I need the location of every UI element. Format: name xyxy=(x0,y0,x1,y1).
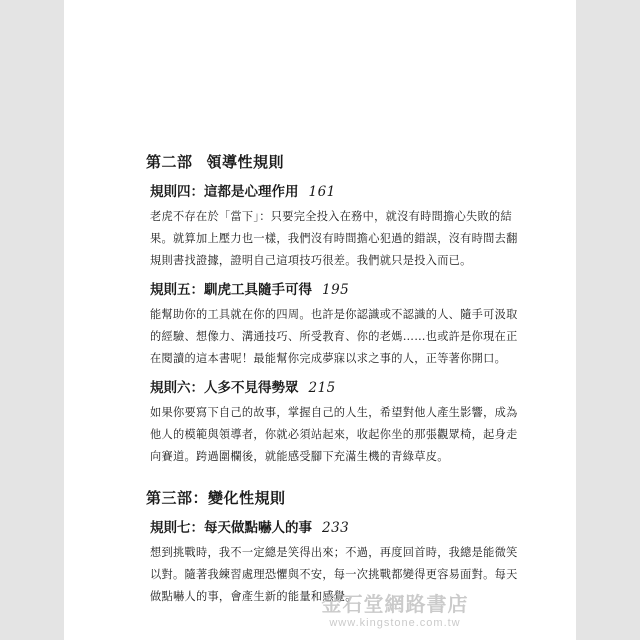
summary-line: 向賽道。跨過圍欄後，就能感受腳下充滿生機的青綠草皮。 xyxy=(150,450,449,463)
summary-line: 以對。隨著我練習處理恐懼與不安，每一次挑戰都變得更容易面對。每天 xyxy=(150,568,518,581)
summary-line: 的經驗、想像力、溝通技巧、所受教育、你的老媽……也或許是你現在正 xyxy=(150,330,518,343)
rule-seven-summary xyxy=(150,542,518,608)
toc-content xyxy=(146,150,518,608)
rule-six-page-number: 215 xyxy=(308,380,336,396)
book-page xyxy=(64,0,576,640)
part-two-name: 領導性規則 xyxy=(206,153,285,171)
left-margin xyxy=(0,0,64,640)
part-three xyxy=(146,486,518,608)
rule-five-summary xyxy=(150,304,518,370)
rule-five-page-number: 195 xyxy=(322,282,350,298)
summary-line: 做點嚇人的事，會產生新的能量和感覺。 xyxy=(150,590,357,603)
watermark-url: www.kingstone.com.tw xyxy=(329,617,461,629)
rule-four-summary xyxy=(150,206,518,272)
rule-seven-page-number: 233 xyxy=(322,520,350,536)
rule-six-label: 規則六：人多不見得勢眾 xyxy=(150,380,299,396)
summary-line: 能幫助你的工具就在你的四周。也許是你認識或不認識的人、隨手可汲取 xyxy=(150,308,518,321)
rule-four-heading[interactable] xyxy=(150,182,502,202)
rule-five xyxy=(146,280,518,370)
watermark-name: 金石堂網路書店 xyxy=(321,592,469,616)
rule-seven xyxy=(146,518,518,608)
rule-four-page-number: 161 xyxy=(308,184,336,200)
rule-six xyxy=(146,378,518,468)
rule-six-heading[interactable] xyxy=(150,378,502,398)
part-three-title xyxy=(146,486,502,510)
rule-four-label: 規則四：這都是心理作用 xyxy=(150,184,299,200)
rule-seven-heading[interactable] xyxy=(150,518,502,538)
rule-five-heading[interactable] xyxy=(150,280,502,300)
part-three-number: 第三部： xyxy=(146,489,209,507)
summary-line: 在閱讀的這本書呢！最能幫你完成夢寐以求之事的人，正等著你開口。 xyxy=(150,352,507,365)
rule-five-label: 規則五：馴虎工具隨手可得 xyxy=(150,282,312,298)
rule-seven-label: 規則七：每天做點嚇人的事 xyxy=(150,520,312,536)
summary-line: 果。就算加上壓力也一樣，我們沒有時間擔心犯過的錯誤，沒有時間去翻 xyxy=(150,232,518,245)
rule-four xyxy=(146,182,518,272)
part-three-name: 變化性規則 xyxy=(208,489,286,507)
part-two-title xyxy=(146,150,502,174)
summary-line: 規則書找證據，證明自己這項技巧很差。我們就只是投入而已。 xyxy=(150,254,472,267)
summary-line: 老虎不存在於「當下」：只要完全投入在務中，就沒有時間擔心失敗的結 xyxy=(150,210,513,223)
summary-line: 他人的模範與領導者，你就必須站起來，收起你坐的那張觀眾椅，起身走 xyxy=(150,428,518,441)
part-two-number: 第二部 xyxy=(146,153,193,171)
summary-line: 如果你要寫下自己的故事，掌握自己的人生，希望對他人產生影響，成為 xyxy=(150,406,518,419)
summary-line: 想到挑戰時，我不一定總是笑得出來；不過，再度回首時，我總是能微笑 xyxy=(150,546,518,559)
part-two xyxy=(146,150,518,468)
rule-six-summary xyxy=(150,402,518,468)
right-margin xyxy=(576,0,640,640)
